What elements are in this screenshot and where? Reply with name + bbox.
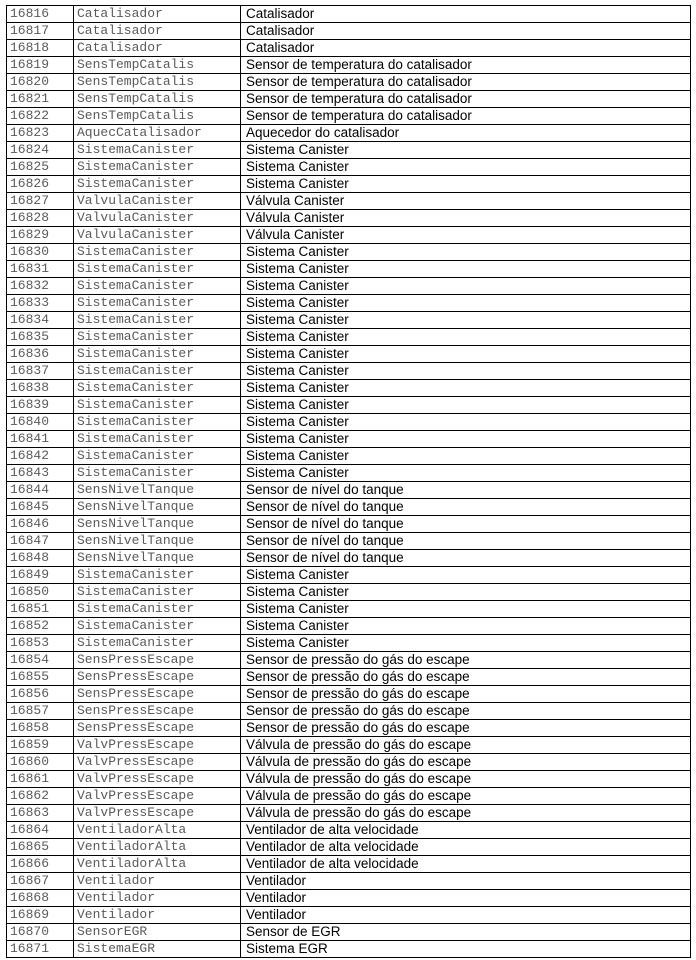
table-row [7, 448, 691, 465]
name-cell: Catalisador [74, 23, 241, 40]
code-cell: 16846 [7, 516, 74, 533]
code-cell: 16832 [7, 278, 74, 295]
code-cell: 16852 [7, 618, 74, 635]
table-row [7, 329, 691, 346]
table-row [7, 227, 691, 244]
description-cell: Sensor de temperatura do catalisador [241, 91, 691, 108]
name-cell: SensTempCatalis [74, 57, 241, 74]
name-cell: SistemaCanister [74, 567, 241, 584]
table-row [7, 6, 691, 23]
description-cell: Sensor de nível do tanque [241, 533, 691, 550]
name-cell: SistemaCanister [74, 278, 241, 295]
name-cell: SensPressEscape [74, 720, 241, 737]
code-cell: 16822 [7, 108, 74, 125]
code-cell: 16837 [7, 363, 74, 380]
code-cell: 16825 [7, 159, 74, 176]
code-cell: 16844 [7, 482, 74, 499]
table-row [7, 397, 691, 414]
code-cell: 16868 [7, 890, 74, 907]
description-cell: Sistema Canister [241, 261, 691, 278]
name-cell: SistemaCanister [74, 363, 241, 380]
name-cell: SistemaCanister [74, 295, 241, 312]
table-row [7, 159, 691, 176]
name-cell: SensNivelTanque [74, 550, 241, 567]
code-cell: 16840 [7, 414, 74, 431]
code-cell: 16847 [7, 533, 74, 550]
table-row [7, 788, 691, 805]
table-row [7, 125, 691, 142]
code-cell: 16831 [7, 261, 74, 278]
description-cell: Sistema Canister [241, 295, 691, 312]
code-cell: 16854 [7, 652, 74, 669]
code-cell: 16855 [7, 669, 74, 686]
name-cell: ValvPressEscape [74, 771, 241, 788]
table-row [7, 754, 691, 771]
description-cell: Sistema Canister [241, 567, 691, 584]
description-cell: Válvula Canister [241, 193, 691, 210]
table-row [7, 312, 691, 329]
code-cell: 16819 [7, 57, 74, 74]
code-cell: 16869 [7, 907, 74, 924]
code-cell: 16849 [7, 567, 74, 584]
table-row [7, 57, 691, 74]
description-cell: Sistema Canister [241, 142, 691, 159]
code-cell: 16835 [7, 329, 74, 346]
code-cell: 16821 [7, 91, 74, 108]
code-cell: 16823 [7, 125, 74, 142]
code-cell: 16824 [7, 142, 74, 159]
table-row [7, 890, 691, 907]
description-cell: Sistema Canister [241, 448, 691, 465]
table-row [7, 822, 691, 839]
table-row [7, 465, 691, 482]
name-cell: SistemaCanister [74, 329, 241, 346]
code-cell: 16839 [7, 397, 74, 414]
description-cell: Sistema Canister [241, 431, 691, 448]
table-row [7, 261, 691, 278]
code-cell: 16827 [7, 193, 74, 210]
code-cell: 16858 [7, 720, 74, 737]
table-row [7, 499, 691, 516]
description-cell: Sensor de temperatura do catalisador [241, 108, 691, 125]
code-cell: 16843 [7, 465, 74, 482]
name-cell: VentiladorAlta [74, 856, 241, 873]
code-cell: 16863 [7, 805, 74, 822]
table-row [7, 669, 691, 686]
description-cell: Ventilador [241, 907, 691, 924]
name-cell: SensPressEscape [74, 669, 241, 686]
table-row [7, 380, 691, 397]
table-row [7, 550, 691, 567]
code-cell: 16820 [7, 74, 74, 91]
name-cell: SensTempCatalis [74, 91, 241, 108]
description-cell: Sensor de pressão do gás do escape [241, 652, 691, 669]
table-row [7, 737, 691, 754]
name-cell: SistemaCanister [74, 584, 241, 601]
name-cell: SensNivelTanque [74, 482, 241, 499]
code-cell: 16871 [7, 941, 74, 958]
table-row [7, 295, 691, 312]
name-cell: SistemaCanister [74, 261, 241, 278]
code-cell: 16817 [7, 23, 74, 40]
name-cell: AquecCatalisador [74, 125, 241, 142]
code-cell: 16833 [7, 295, 74, 312]
description-cell: Sistema Canister [241, 414, 691, 431]
name-cell: SistemaCanister [74, 465, 241, 482]
description-cell: Sistema Canister [241, 176, 691, 193]
table-row [7, 414, 691, 431]
table-row [7, 941, 691, 958]
code-cell: 16816 [7, 6, 74, 23]
description-cell: Sensor de pressão do gás do escape [241, 720, 691, 737]
name-cell: VentiladorAlta [74, 822, 241, 839]
description-cell: Válvula de pressão do gás do escape [241, 788, 691, 805]
description-cell: Sistema Canister [241, 244, 691, 261]
description-cell: Sensor de nível do tanque [241, 516, 691, 533]
description-cell: Ventilador [241, 873, 691, 890]
table-row [7, 431, 691, 448]
code-cell: 16859 [7, 737, 74, 754]
description-cell: Sensor de pressão do gás do escape [241, 686, 691, 703]
table-row [7, 805, 691, 822]
description-cell: Sensor de nível do tanque [241, 499, 691, 516]
description-cell: Válvula de pressão do gás do escape [241, 771, 691, 788]
description-cell: Válvula Canister [241, 227, 691, 244]
table-row [7, 142, 691, 159]
table-row [7, 210, 691, 227]
description-cell: Sistema Canister [241, 397, 691, 414]
name-cell: Ventilador [74, 890, 241, 907]
name-cell: SensPressEscape [74, 652, 241, 669]
table-row [7, 91, 691, 108]
description-cell: Sistema Canister [241, 618, 691, 635]
description-cell: Sistema Canister [241, 584, 691, 601]
table-row [7, 720, 691, 737]
description-cell: Sistema Canister [241, 346, 691, 363]
name-cell: VentiladorAlta [74, 839, 241, 856]
table-row [7, 652, 691, 669]
name-cell: SistemaCanister [74, 312, 241, 329]
name-cell: Catalisador [74, 40, 241, 57]
code-cell: 16829 [7, 227, 74, 244]
name-cell: SistemaCanister [74, 159, 241, 176]
code-cell: 16857 [7, 703, 74, 720]
code-cell: 16838 [7, 380, 74, 397]
code-cell: 16842 [7, 448, 74, 465]
code-cell: 16851 [7, 601, 74, 618]
table-row [7, 278, 691, 295]
description-cell: Sistema Canister [241, 363, 691, 380]
description-cell: Sensor de temperatura do catalisador [241, 57, 691, 74]
name-cell: SistemaCanister [74, 414, 241, 431]
code-cell: 16841 [7, 431, 74, 448]
name-cell: Catalisador [74, 6, 241, 23]
code-cell: 16870 [7, 924, 74, 941]
table-row [7, 23, 691, 40]
name-cell: SistemaCanister [74, 176, 241, 193]
code-cell: 16830 [7, 244, 74, 261]
code-cell: 16856 [7, 686, 74, 703]
code-cell: 16860 [7, 754, 74, 771]
description-cell: Catalisador [241, 6, 691, 23]
table-row [7, 244, 691, 261]
table-row [7, 482, 691, 499]
code-cell: 16850 [7, 584, 74, 601]
description-cell: Sensor de nível do tanque [241, 550, 691, 567]
fault-code-table [6, 5, 691, 958]
table-row [7, 771, 691, 788]
description-cell: Sistema Canister [241, 159, 691, 176]
name-cell: SensNivelTanque [74, 533, 241, 550]
table-row [7, 533, 691, 550]
name-cell: SistemaCanister [74, 635, 241, 652]
name-cell: SistemaCanister [74, 346, 241, 363]
code-cell: 16862 [7, 788, 74, 805]
description-cell: Ventilador de alta velocidade [241, 839, 691, 856]
name-cell: SensNivelTanque [74, 516, 241, 533]
name-cell: ValvPressEscape [74, 788, 241, 805]
description-cell: Sistema EGR [241, 941, 691, 958]
description-cell: Ventilador de alta velocidade [241, 822, 691, 839]
name-cell: SistemaCanister [74, 431, 241, 448]
name-cell: ValvulaCanister [74, 210, 241, 227]
name-cell: Ventilador [74, 907, 241, 924]
description-cell: Catalisador [241, 23, 691, 40]
name-cell: Ventilador [74, 873, 241, 890]
description-cell: Sistema Canister [241, 312, 691, 329]
description-cell: Sistema Canister [241, 601, 691, 618]
fault-code-table-body [7, 6, 691, 958]
description-cell: Sistema Canister [241, 329, 691, 346]
name-cell: ValvulaCanister [74, 227, 241, 244]
name-cell: SistemaCanister [74, 244, 241, 261]
name-cell: ValvulaCanister [74, 193, 241, 210]
name-cell: SensNivelTanque [74, 499, 241, 516]
table-row [7, 584, 691, 601]
code-cell: 16848 [7, 550, 74, 567]
name-cell: SistemaCanister [74, 618, 241, 635]
table-row [7, 839, 691, 856]
name-cell: SensTempCatalis [74, 74, 241, 91]
table-row [7, 907, 691, 924]
code-cell: 16853 [7, 635, 74, 652]
name-cell: SistemaCanister [74, 142, 241, 159]
table-row [7, 601, 691, 618]
table-row [7, 346, 691, 363]
description-cell: Sistema Canister [241, 278, 691, 295]
name-cell: SistemaCanister [74, 380, 241, 397]
table-row [7, 686, 691, 703]
code-cell: 16818 [7, 40, 74, 57]
code-cell: 16867 [7, 873, 74, 890]
description-cell: Catalisador [241, 40, 691, 57]
description-cell: Sensor de nível do tanque [241, 482, 691, 499]
name-cell: SensPressEscape [74, 703, 241, 720]
description-cell: Sistema Canister [241, 465, 691, 482]
description-cell: Sensor de pressão do gás do escape [241, 703, 691, 720]
table-row [7, 635, 691, 652]
table-row [7, 193, 691, 210]
table-row [7, 873, 691, 890]
name-cell: SistemaEGR [74, 941, 241, 958]
name-cell: ValvPressEscape [74, 737, 241, 754]
description-cell: Sensor de EGR [241, 924, 691, 941]
code-cell: 16834 [7, 312, 74, 329]
table-row [7, 618, 691, 635]
name-cell: SensorEGR [74, 924, 241, 941]
code-cell: 16864 [7, 822, 74, 839]
code-cell: 16845 [7, 499, 74, 516]
table-row [7, 176, 691, 193]
description-cell: Sistema Canister [241, 380, 691, 397]
name-cell: ValvPressEscape [74, 805, 241, 822]
code-cell: 16865 [7, 839, 74, 856]
table-row [7, 108, 691, 125]
table-row [7, 74, 691, 91]
table-row [7, 40, 691, 57]
code-cell: 16828 [7, 210, 74, 227]
name-cell: SistemaCanister [74, 448, 241, 465]
table-row [7, 516, 691, 533]
code-cell: 16836 [7, 346, 74, 363]
name-cell: SensTempCatalis [74, 108, 241, 125]
code-cell: 16826 [7, 176, 74, 193]
description-cell: Sensor de temperatura do catalisador [241, 74, 691, 91]
description-cell: Sistema Canister [241, 635, 691, 652]
description-cell: Válvula Canister [241, 210, 691, 227]
code-cell: 16861 [7, 771, 74, 788]
code-cell: 16866 [7, 856, 74, 873]
description-cell: Aquecedor do catalisador [241, 125, 691, 142]
name-cell: SensPressEscape [74, 686, 241, 703]
description-cell: Válvula de pressão do gás do escape [241, 737, 691, 754]
name-cell: ValvPressEscape [74, 754, 241, 771]
name-cell: SistemaCanister [74, 601, 241, 618]
description-cell: Válvula de pressão do gás do escape [241, 754, 691, 771]
table-row [7, 703, 691, 720]
description-cell: Ventilador de alta velocidade [241, 856, 691, 873]
table-row [7, 567, 691, 584]
table-row [7, 363, 691, 380]
table-row [7, 856, 691, 873]
name-cell: SistemaCanister [74, 397, 241, 414]
description-cell: Válvula de pressão do gás do escape [241, 805, 691, 822]
description-cell: Sensor de pressão do gás do escape [241, 669, 691, 686]
description-cell: Ventilador [241, 890, 691, 907]
table-row [7, 924, 691, 941]
